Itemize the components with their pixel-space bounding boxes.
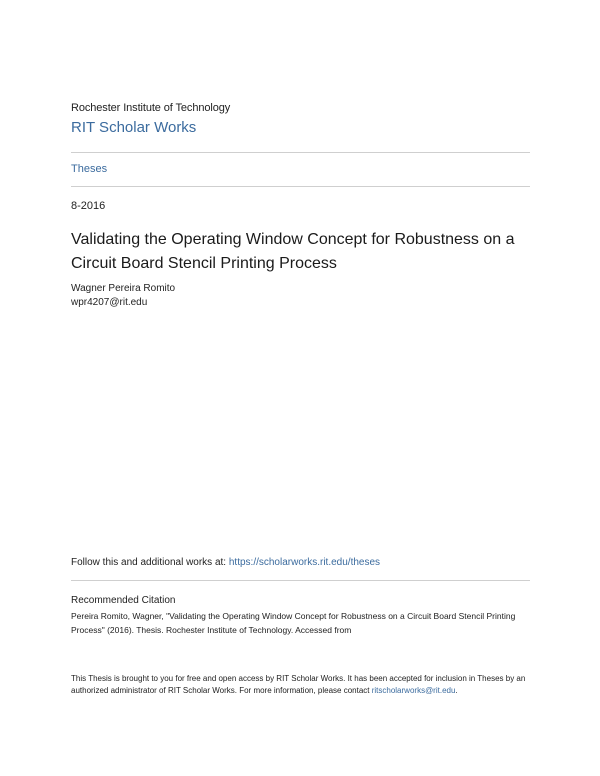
repository-link[interactable]: RIT Scholar Works — [71, 119, 197, 136]
recommended-citation-text: Pereira Romito, Wagner, "Validating the Operating Window Concept for Robustness on a Circuit Board Stencil Printing Process" (2016). Thesis. Rochester Institute of Technology. Accessed from — [71, 611, 516, 635]
author-name: Wagner Pereira Romito — [71, 283, 176, 294]
publication-date: 8-2016 — [71, 200, 106, 212]
collection-link[interactable]: Theses — [71, 163, 108, 175]
divider-bottom — [71, 580, 530, 581]
institution-name: Rochester Institute of Technology — [71, 102, 231, 114]
access-notice-text: This Thesis is brought to you for free and open access by RIT Scholar Works. It has been accepted for inclusion in Theses by an authorized administrator of RIT Scholar Works. For more information, please contact — [71, 674, 526, 695]
contact-email-link[interactable]: ritscholarworks@rit.edu — [371, 685, 456, 695]
author-email: wpr4207@rit.edu — [71, 297, 148, 308]
follow-text: Follow this and additional works at: — [71, 557, 229, 568]
thesis-title: Validating the Operating Window Concept for Robustness on a Circuit Board Stencil Printing Process — [71, 231, 515, 272]
theses-url-link[interactable]: https://scholarworks.rit.edu/theses — [228, 557, 381, 568]
follow-line — [71, 557, 380, 568]
access-notice-period: . — [455, 685, 458, 695]
access-notice — [71, 673, 531, 696]
recommended-citation-heading: Recommended Citation — [71, 595, 176, 606]
divider-top — [71, 152, 530, 153]
divider-middle — [71, 186, 530, 187]
